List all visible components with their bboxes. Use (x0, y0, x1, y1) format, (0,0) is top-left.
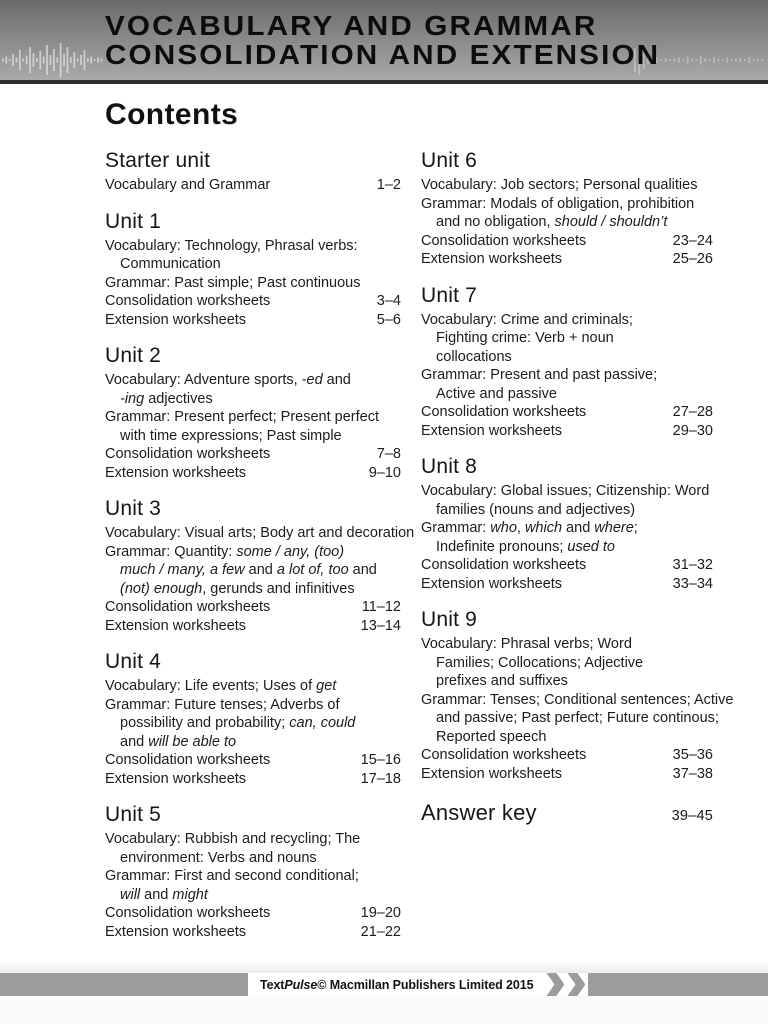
worksheet-row (105, 751, 401, 770)
unit-heading-label: Starter unit (105, 149, 211, 172)
page-range: 13–14 (360, 617, 401, 634)
text-segment: and no obligation, (436, 214, 555, 230)
unit-description (105, 408, 401, 445)
unit-heading (105, 149, 401, 172)
text-segment: Consolidation worksheets (421, 232, 587, 249)
worksheet-label (105, 292, 270, 311)
page-range: 9–10 (368, 464, 401, 481)
worksheet-row (105, 904, 401, 923)
text-segment: Extension worksheets (421, 422, 563, 439)
worksheet-label (105, 311, 246, 330)
page-range: 29–30 (672, 422, 713, 439)
text-segment: Vocabulary: Life events; Uses of (105, 678, 317, 694)
unit-section (105, 497, 415, 635)
footer-bar-left (0, 973, 248, 996)
unit-section (105, 650, 401, 788)
text-segment: Vocabulary: Crime and criminals; (421, 311, 633, 328)
unit-description (105, 867, 401, 904)
worksheet-label (421, 575, 562, 594)
worksheet-label (421, 765, 562, 784)
unit-description (105, 371, 401, 408)
worksheet-row (421, 575, 713, 594)
worksheet-label (421, 403, 586, 422)
text-segment: Consolidation worksheets (105, 293, 271, 309)
text-segment: Consolidation worksheets (105, 752, 271, 768)
unit-section (105, 344, 401, 482)
toc-column-right (421, 134, 734, 832)
text-segment: possibility and probability; (120, 715, 290, 731)
worksheet-label (105, 464, 246, 483)
page-range: 21–22 (360, 923, 401, 940)
toc-page (0, 84, 768, 941)
worksheet-row (105, 176, 401, 195)
worksheet-label (105, 617, 246, 636)
unit-heading (105, 344, 401, 367)
unit-description (105, 274, 401, 293)
copyright-book-name: Pulse (284, 977, 318, 992)
unit-heading-label: Unit 1 (105, 209, 162, 233)
text-segment: environment: Verbs and nouns (120, 849, 317, 866)
page-title: Contents (105, 98, 239, 131)
text-segment: Grammar: (421, 520, 491, 536)
unit-heading-label: Unit 8 (421, 455, 478, 478)
text-segment: Vocabulary: Phrasal verbs; Word (421, 636, 632, 652)
unit-section (105, 803, 401, 941)
worksheet-row (105, 445, 401, 464)
unit-section (105, 149, 401, 195)
text-segment: Grammar: Past simple; Past continuous (105, 274, 361, 291)
worksheet-row (105, 311, 401, 330)
page-range: 35–36 (672, 747, 713, 763)
page-range: 1–2 (376, 177, 401, 193)
page-range: 19–20 (360, 905, 401, 921)
footer-bar (0, 973, 768, 996)
footer-bar-right (588, 973, 768, 996)
text-segment: Extension worksheets (105, 770, 247, 787)
text-segment: Active and passive (436, 385, 557, 402)
text-segment: Grammar: Present perfect; Present perfect (105, 409, 379, 425)
page-bottom-margin (0, 996, 768, 1024)
worksheet-label (105, 751, 270, 770)
unit-description (421, 366, 713, 403)
unit-description (421, 691, 734, 747)
unit-heading (105, 497, 401, 520)
worksheet-row (105, 598, 401, 617)
text-segment: ; (633, 520, 638, 536)
text-segment: (not) enough (120, 580, 203, 597)
unit-description (105, 677, 401, 696)
page-range: 31–32 (672, 557, 713, 573)
text-segment: a lot of, too (276, 562, 349, 578)
text-segment: Consolidation worksheets (105, 446, 271, 462)
text-segment: Vocabulary: Rubbish and recycling; The (105, 831, 361, 847)
unit-heading-label: Unit 5 (105, 803, 162, 826)
unit-heading-label: Unit 6 (421, 149, 478, 172)
unit-heading (105, 210, 401, 233)
header-banner (0, 0, 768, 84)
unit-section (421, 455, 713, 593)
text-segment: adjectives (144, 390, 213, 407)
unit-description (421, 311, 713, 367)
text-segment: get (316, 678, 337, 694)
text-segment: Fighting crime: Verb + noun (436, 330, 614, 346)
text-segment: , gerunds and infinitives (202, 580, 355, 597)
worksheet-row (105, 923, 401, 942)
worksheet-row (421, 765, 713, 784)
unit-description (105, 543, 401, 599)
text-segment: some / any, (too) (236, 543, 345, 560)
page-range: 37–38 (672, 765, 713, 782)
text-segment: and (562, 520, 595, 536)
text-segment: Consolidation worksheets (421, 747, 587, 763)
text-segment: Vocabulary: Adventure sports, (105, 372, 302, 388)
chevron-right-icon (546, 973, 564, 996)
unit-description (105, 696, 401, 752)
text-segment: Vocabulary: Technology, Phrasal verbs: (105, 237, 358, 254)
worksheet-row (105, 464, 401, 483)
text-segment: -ed (301, 372, 323, 388)
unit-description (421, 176, 713, 195)
text-segment: and passive; Past perfect; Future continous; (436, 710, 719, 726)
text-segment: families (nouns and adjectives) (436, 501, 636, 518)
page-range: 23–24 (672, 232, 713, 249)
text-segment: , (516, 520, 525, 536)
unit-heading-label: Unit 7 (421, 283, 478, 307)
text-segment: collocations (436, 348, 512, 365)
text-segment: -ing (120, 390, 145, 407)
text-segment: Grammar: Present and past passive; (421, 367, 658, 383)
text-segment: Extension worksheets (421, 765, 563, 782)
page-range: 25–26 (672, 251, 713, 267)
text-segment: Vocabulary: Visual arts; Body art and decoration (105, 525, 415, 541)
worksheet-row (421, 422, 713, 441)
unit-heading (421, 149, 713, 172)
page-range: 3–4 (376, 293, 401, 309)
text-segment: and (120, 733, 149, 750)
unit-section (421, 284, 713, 441)
toc-column-left (105, 134, 415, 941)
copyright-suffix: © Macmillan Publishers Limited 2015 (317, 977, 534, 992)
unit-heading (421, 801, 713, 828)
worksheet-label (421, 250, 562, 269)
page-range: 39–45 (671, 808, 713, 824)
text-segment: will be able to (148, 733, 237, 750)
text-segment: used to (567, 538, 615, 555)
text-segment: Extension worksheets (421, 251, 563, 267)
chevron-right-icon (567, 973, 585, 996)
text-segment: Extension worksheets (421, 575, 563, 592)
footer-chevrons (545, 973, 588, 996)
page-range: 33–34 (672, 575, 713, 592)
page-range: 5–6 (376, 311, 401, 328)
worksheet-label (421, 232, 586, 251)
text-segment: Extension worksheets (105, 923, 247, 940)
text-segment: Consolidation worksheets (421, 404, 587, 420)
text-segment: Extension worksheets (105, 311, 247, 328)
text-segment: might (172, 886, 208, 903)
text-segment: and (348, 562, 377, 578)
page-range: 17–18 (360, 770, 401, 787)
text-segment: prefixes and suffixes (436, 673, 568, 689)
page-range: 7–8 (376, 446, 401, 462)
unit-heading-label: Unit 4 (105, 650, 162, 673)
unit-heading (105, 803, 401, 826)
text-segment: Vocabulary: Global issues; Citizenship: Word (421, 483, 710, 499)
copyright-text (248, 973, 545, 996)
text-segment: and (322, 372, 351, 388)
text-segment: Communication (120, 256, 221, 272)
text-segment: Extension worksheets (105, 617, 247, 634)
unit-heading (105, 650, 401, 673)
text-segment: Grammar: Tenses; Conditional sentences; Active (421, 691, 734, 708)
text-segment: Consolidation worksheets (421, 557, 587, 573)
unit-section (105, 210, 401, 330)
text-segment: and (244, 562, 277, 578)
unit-section (421, 149, 713, 269)
worksheet-row (421, 403, 713, 422)
worksheet-label (421, 422, 562, 441)
answer-key-section (421, 801, 713, 828)
text-segment: and (140, 886, 173, 903)
unit-heading-label: Answer key (421, 800, 537, 825)
unit-heading-label: Unit 9 (421, 608, 478, 631)
book-title-line1: VOCABULARY AND GRAMMAR (105, 10, 598, 41)
toc-columns (105, 134, 734, 941)
worksheet-label (421, 746, 586, 765)
unit-description (421, 482, 713, 519)
text-segment: will (120, 886, 141, 903)
text-segment: who (490, 520, 517, 536)
text-segment: where (594, 520, 634, 536)
unit-description (421, 635, 713, 691)
text-segment: with time expressions; Past simple (120, 427, 342, 444)
text-segment: Reported speech (436, 728, 547, 745)
text-segment: Grammar: Future tenses; Adverbs of (105, 696, 340, 713)
unit-description (105, 237, 401, 274)
worksheet-row (421, 746, 713, 765)
unit-description (105, 524, 415, 543)
footer-shadow (0, 961, 768, 973)
worksheet-row (105, 292, 401, 311)
page-range: 11–12 (361, 599, 401, 615)
worksheet-label (105, 598, 270, 617)
text-segment: Grammar: First and second conditional; (105, 868, 359, 884)
text-segment: Consolidation worksheets (105, 905, 271, 921)
text-segment: Consolidation worksheets (105, 599, 271, 615)
page-range: 27–28 (672, 404, 713, 420)
unit-heading-label: Unit 3 (105, 497, 162, 520)
unit-section (421, 608, 734, 783)
book-title (105, 11, 660, 69)
worksheet-row (105, 617, 401, 636)
worksheet-label (421, 556, 586, 575)
worksheet-row (421, 250, 713, 269)
unit-heading (421, 284, 713, 307)
worksheet-row (105, 770, 401, 789)
text-segment: much / many, a few (120, 562, 245, 578)
text-segment: can, could (289, 715, 356, 731)
unit-description (421, 195, 713, 232)
unit-description (105, 830, 401, 867)
worksheet-row (421, 232, 713, 251)
worksheet-label (105, 904, 270, 923)
audio-waveform-icon (2, 38, 104, 82)
worksheet-row (421, 556, 713, 575)
unit-heading-label: Unit 2 (105, 344, 162, 367)
unit-heading (421, 455, 713, 478)
worksheet-label (105, 770, 246, 789)
page-range: 15–16 (360, 752, 401, 768)
unit-description (421, 519, 713, 556)
text-segment: Indefinite pronouns; (436, 538, 568, 555)
text-segment: which (524, 520, 563, 536)
book-title-line2: CONSOLIDATION AND EXTENSION (105, 39, 661, 70)
text-segment: should / shouldn’t (554, 214, 668, 230)
worksheet-label (105, 445, 270, 464)
text-segment: Vocabulary: Job sectors; Personal qualities (421, 177, 698, 193)
text-segment: Extension worksheets (105, 464, 247, 481)
text-segment: Grammar: Modals of obligation, prohibition (421, 195, 695, 212)
text-segment: Grammar: Quantity: (105, 543, 237, 560)
worksheet-label (105, 176, 270, 195)
text-segment: Families; Collocations; Adjective (436, 654, 644, 671)
copyright-prefix: Text (260, 977, 285, 992)
unit-heading (421, 608, 713, 631)
worksheet-label (105, 923, 246, 942)
text-segment: Vocabulary and Grammar (105, 177, 271, 193)
